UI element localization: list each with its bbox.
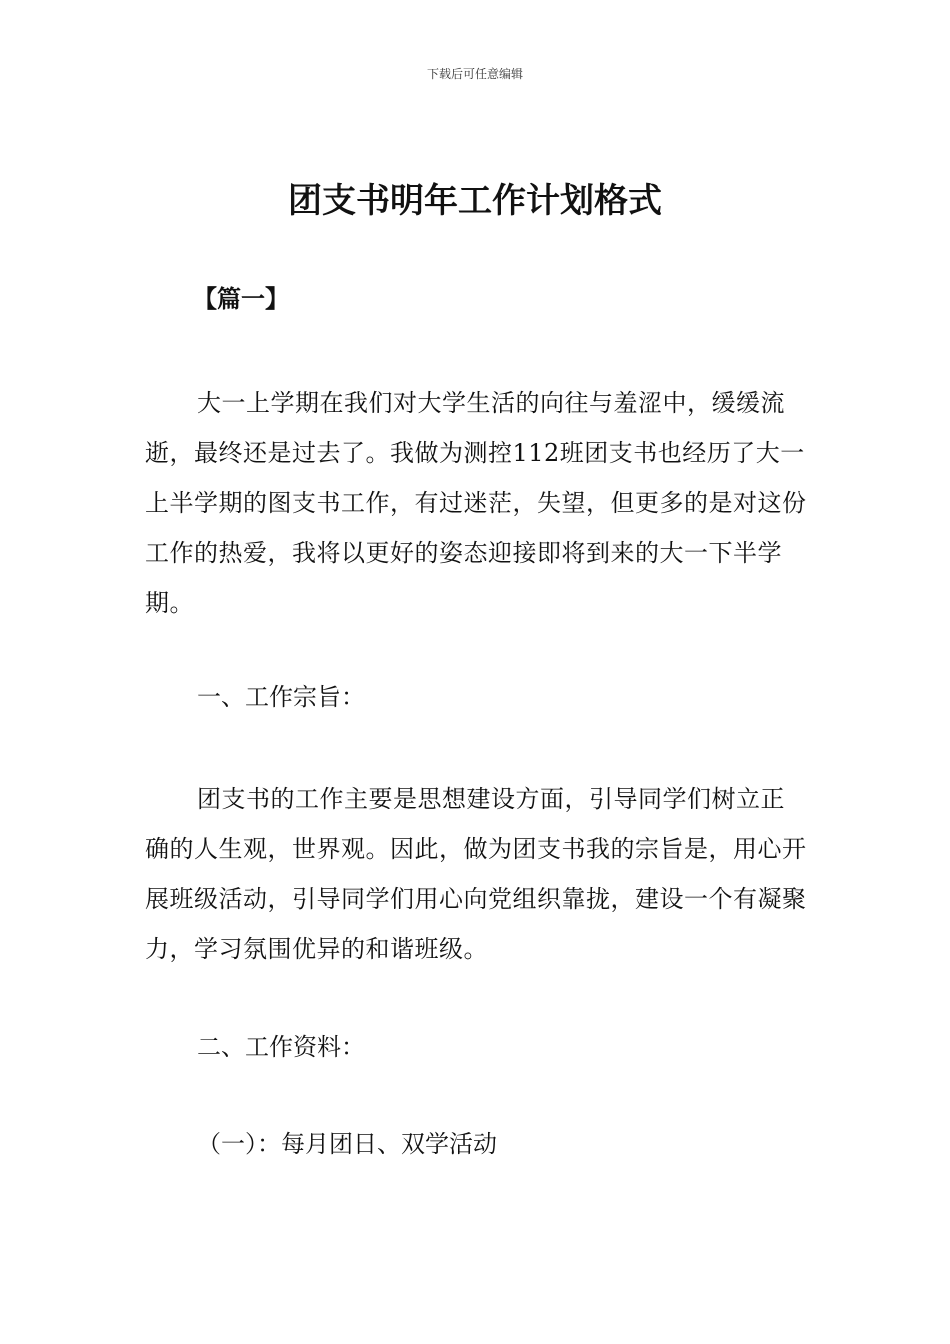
heading-work-materials: 二、工作资料： xyxy=(197,1033,365,1061)
intro-paragraph: 大一上学期在我们对大学生活的向往与羞涩中，缓缓流逝，最终还是过去了。我做为测控112班团支书也经历了大一上半学期的图支书工作，有过迷茫，失望，但更多的是对这份工作的热爱，我将以更好的姿态迎接即将到来的大一下半学期。 xyxy=(145,389,807,617)
page-title: 团支书明年工作计划格式 xyxy=(288,181,662,221)
section-tag: 【篇一】 xyxy=(193,285,289,313)
heading-work-purpose: 一、工作宗旨： xyxy=(197,683,365,711)
purpose-paragraph: 团支书的工作主要是思想建设方面，引导同学们树立正确的人生观，世界观。因此，做为团支书我的宗旨是，用心开展班级活动，引导同学们用心向党组织靠拢，建设一个有凝聚力，学习氛围优异的和谐班级。 xyxy=(145,785,807,963)
header-note: 下载后可任意编辑 xyxy=(426,67,523,81)
subheading-monthly-activities: （一）：每月团日、双学活动 xyxy=(197,1130,497,1158)
